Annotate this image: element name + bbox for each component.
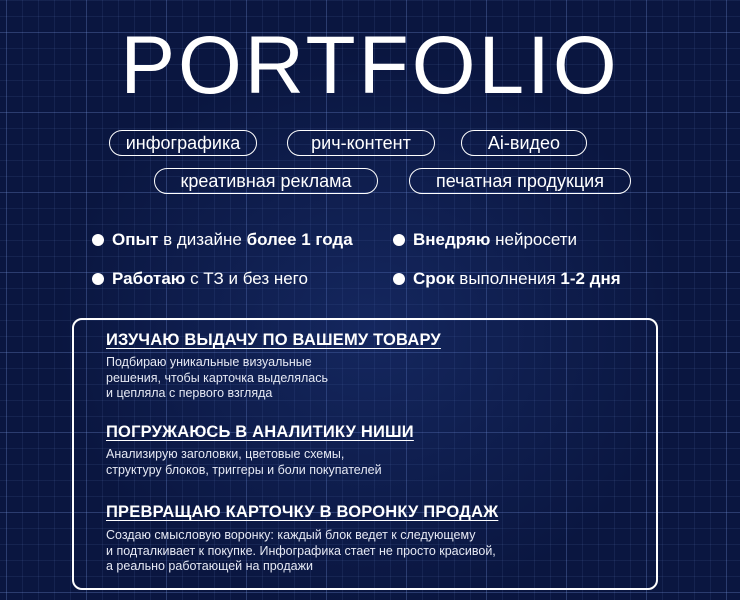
tag-print-products: печатная продукция [409, 168, 631, 194]
services-panel [72, 318, 658, 590]
section-title-funnel: ПРЕВРАЩАЮ КАРТОЧКУ В ВОРОНКУ ПРОДАЖ [106, 503, 499, 521]
section-text-funnel: Создаю смысловую воронку: каждый блок ведет к следующему и подталкивает к покупке. Инфографика стает не просто красивой, а реально работающей на продажи [106, 528, 496, 573]
feature-experience: Опыт в дизайне более 1 года [92, 230, 353, 250]
page-title: PORTFOLIO [120, 20, 620, 111]
bullet-icon [393, 234, 405, 246]
feature-neural-networks: Внедряю нейросети [393, 230, 577, 250]
feature-brief: Работаю с ТЗ и без него [92, 269, 308, 289]
section-title-analytics: ПОГРУЖАЮСЬ В АНАЛИТИКУ НИШИ [106, 423, 414, 441]
bullet-icon [393, 273, 405, 285]
bullet-icon [92, 234, 104, 246]
tag-infographics: инфографика [109, 130, 257, 156]
tag-ai-video: Ai-видео [461, 130, 587, 156]
section-text-research: Подбираю уникальные визуальные решения, чтобы карточка выделялась и цепляла с первого взгляда [106, 355, 328, 400]
tag-creative-ads: креативная реклама [154, 168, 378, 194]
bullet-icon [92, 273, 104, 285]
section-title-research: ИЗУЧАЮ ВЫДАЧУ ПО ВАШЕМУ ТОВАРУ [106, 331, 441, 349]
section-text-analytics: Анализирую заголовки, цветовые схемы, структуру блоков, триггеры и боли покупателей [106, 447, 382, 477]
tag-rich-content: рич-контент [287, 130, 435, 156]
feature-deadline: Срок выполнения 1-2 дня [393, 269, 621, 289]
